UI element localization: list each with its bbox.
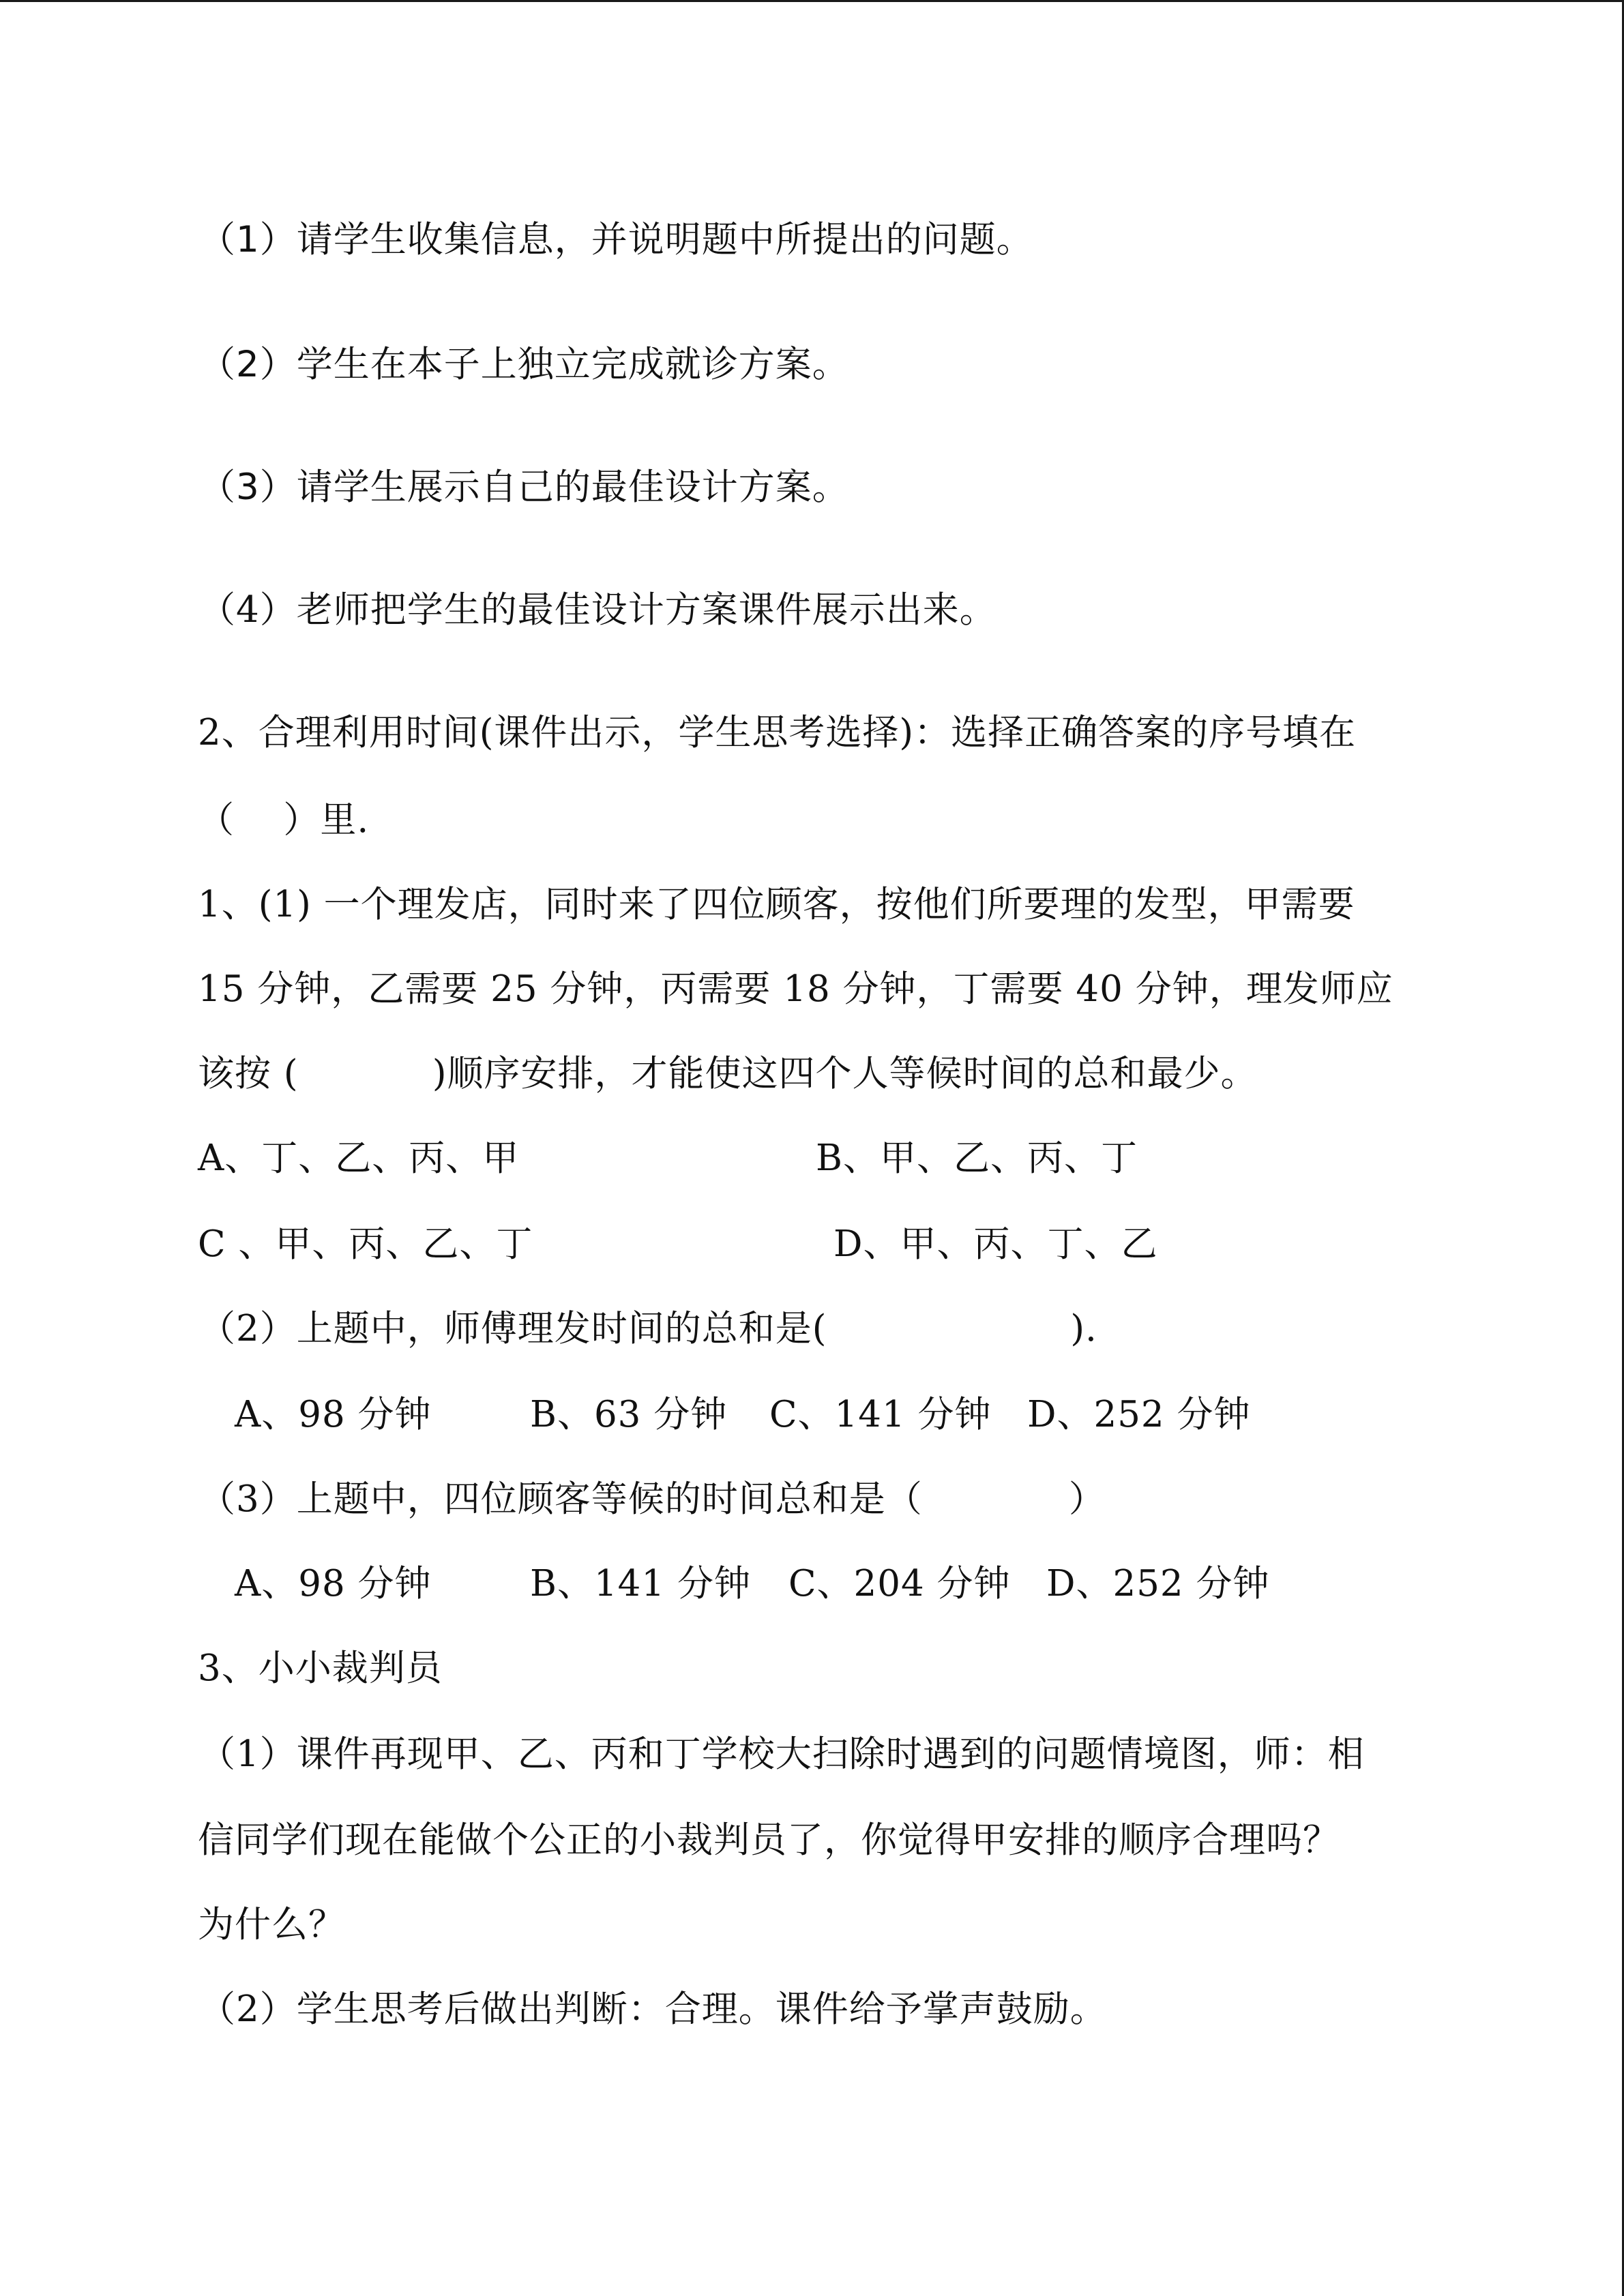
text-line: 3、小小裁判员 bbox=[198, 1648, 443, 1689]
option-a: A、丁、乙、丙、甲 bbox=[198, 1137, 520, 1179]
option-d: D、甲、丙、丁、乙 bbox=[833, 1223, 1158, 1265]
text-line: 15 分钟，乙需要 25 分钟，丙需要 18 分钟，丁需要 40 分钟，理发师应 bbox=[198, 968, 1393, 1010]
option-a: A、98 分钟 bbox=[235, 1394, 432, 1435]
text-line: （3）上题中，四位顾客等候的时间总和是（ ） bbox=[199, 1478, 1106, 1520]
text-line: （2）学生思考后做出判断：合理。课件给予掌声鼓励。 bbox=[199, 1988, 1107, 2030]
option-c: C、141 分钟 bbox=[769, 1394, 992, 1435]
option-c: C 、甲、丙、乙、丁 bbox=[198, 1223, 533, 1265]
option-d: D、252 分钟 bbox=[1027, 1394, 1251, 1435]
option-c: C、204 分钟 bbox=[788, 1563, 1011, 1605]
text-line: （1）请学生收集信息，并说明题中所提出的问题。 bbox=[199, 219, 1033, 260]
text-line: （ ）里. bbox=[198, 799, 370, 841]
text-line: 2、合理利用时间(课件出示，学生思考选择)：选择正确答案的序号填在 bbox=[198, 712, 1357, 754]
text-line: （2）学生在本子上独立完成就诊方案。 bbox=[199, 344, 849, 385]
option-b: B、甲、乙、丙、丁 bbox=[816, 1137, 1138, 1179]
option-d: D、252 分钟 bbox=[1046, 1563, 1270, 1605]
text-line: 为什么？ bbox=[198, 1904, 345, 1945]
text-line: 该按 ( )顺序安排，才能使这四个人等候时间的总和最少。 bbox=[198, 1053, 1258, 1094]
text-line: （4）老师把学生的最佳设计方案课件展示出来。 bbox=[199, 589, 996, 631]
text-line: （3）请学生展示自己的最佳设计方案。 bbox=[199, 466, 849, 508]
text-line: （1）课件再现甲、乙、丙和丁学校大扫除时遇到的问题情境图，师：相 bbox=[199, 1733, 1365, 1775]
text-line: 信同学们现在能做个公正的小裁判员了，你觉得甲安排的顺序合理吗？ bbox=[198, 1819, 1340, 1861]
page-top-border bbox=[0, 0, 1624, 2]
option-a: A、98 分钟 bbox=[235, 1563, 432, 1605]
option-b: B、141 分钟 bbox=[530, 1563, 751, 1605]
option-b: B、63 分钟 bbox=[530, 1394, 728, 1435]
text-line: 1、(1) 一个理发店，同时来了四位顾客，按他们所要理的发型，甲需要 bbox=[198, 884, 1355, 925]
text-line: （2）上题中，师傅理发时间的总和是( ). bbox=[199, 1308, 1097, 1350]
